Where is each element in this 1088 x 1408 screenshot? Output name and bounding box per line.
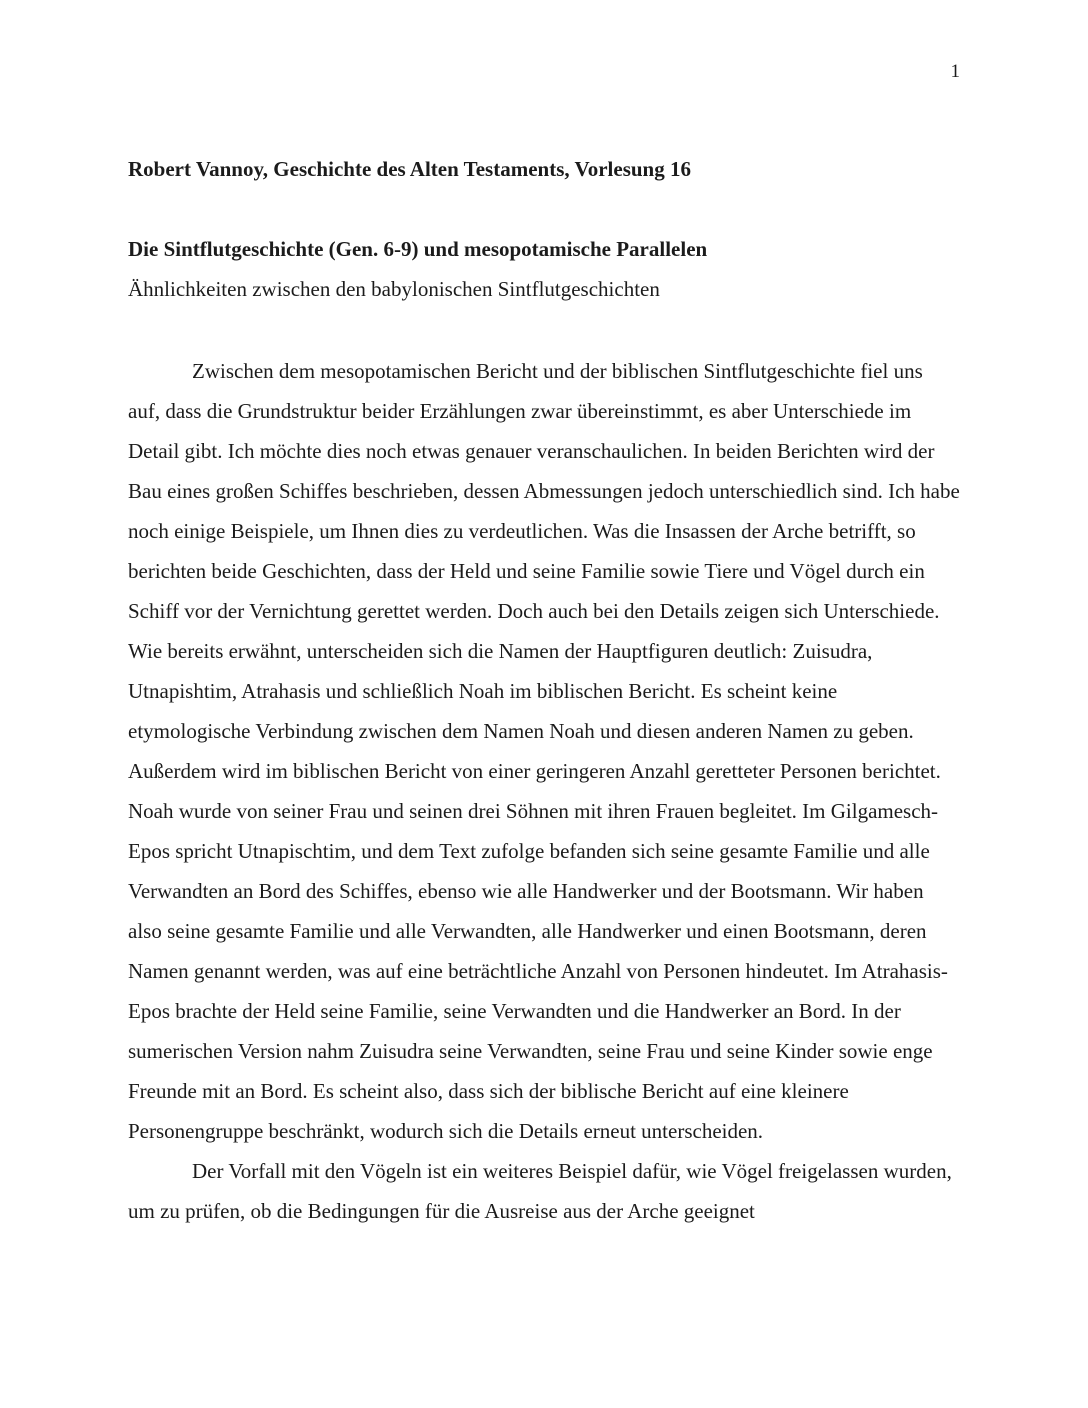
- page-number: 1: [950, 61, 960, 82]
- section-subheading: Ähnlichkeiten zwischen den babylonischen Sintflutgeschichten: [128, 276, 660, 301]
- document-body: [128, 351, 960, 1231]
- body-paragraph: Der Vorfall mit den Vögeln ist ein weiteres Beispiel dafür, wie Vögel freigelassen wurden, um zu prüfen, ob die Bedingungen für die Ausreise aus der Arche geeignet: [128, 1158, 952, 1223]
- body-paragraph: Zwischen dem mesopotamischen Bericht und der biblischen Sintflutgeschichte fiel uns auf, dass die Grundstruktur beider Erzählungen zwar übereinstimmt, es aber Unterschiede im Detail gibt. Ich möchte dies noch etwas genauer veranschaulichen. In beiden Berichten wird der Bau eines großen Schiffes beschrieben, dessen Abmessungen jedoch unterschiedlich sind. Ich habe noch einige Beispiele, um Ihnen dies zu verdeutlichen. Was die Insassen der Arche betrifft, so berichten beide Geschichten, dass der Held und seine Familie sowie Tiere und Vögel durch ein Schiff vor der Vernichtung gerettet werden. Doch auch bei den Details zeigen sich Unterschiede. Wie bereits erwähnt, unterscheiden sich die Namen der Hauptfiguren deutlich: Zuisudra, Utnapishtim, Atrahasis und schließlich Noah im biblischen Bericht. Es scheint keine etymologische Verbindung zwischen dem Namen Noah und diesen anderen Namen zu geben. Außerdem wird im biblischen Bericht von einer geringeren Anzahl geretteter Personen berichtet. Noah wurde von seiner Frau und seinen drei Söhnen mit ihren Frauen begleitet. Im Gilgamesch-Epos spricht Utnapischtim, und dem Text zufolge befanden sich seine gesamte Familie und alle Verwandten an Bord des Schiffes, ebenso wie alle Handwerker und der Bootsmann. Wir haben also seine gesamte Familie und alle Verwandten, alle Handwerker und einen Bootsmann, deren Namen genannt werden, was auf eine beträchtliche Anzahl von Personen hindeutet. Im Atrahasis-Epos brachte der Held seine Familie, seine Verwandten und die Handwerker an Bord. In der sumerischen Version nahm Zuisudra seine Verwandten, seine Frau und seine Kinder sowie enge Freunde mit an Bord. Es scheint also, dass sich der biblische Bericht auf eine kleinere Personengruppe beschränkt, wodurch sich die Details erneut unterscheiden.: [128, 358, 960, 1143]
- document-title: Robert Vannoy, Geschichte des Alten Testaments, Vorlesung 16: [128, 156, 691, 181]
- section-heading: Die Sintflutgeschichte (Gen. 6-9) und mesopotamische Parallelen: [128, 236, 708, 261]
